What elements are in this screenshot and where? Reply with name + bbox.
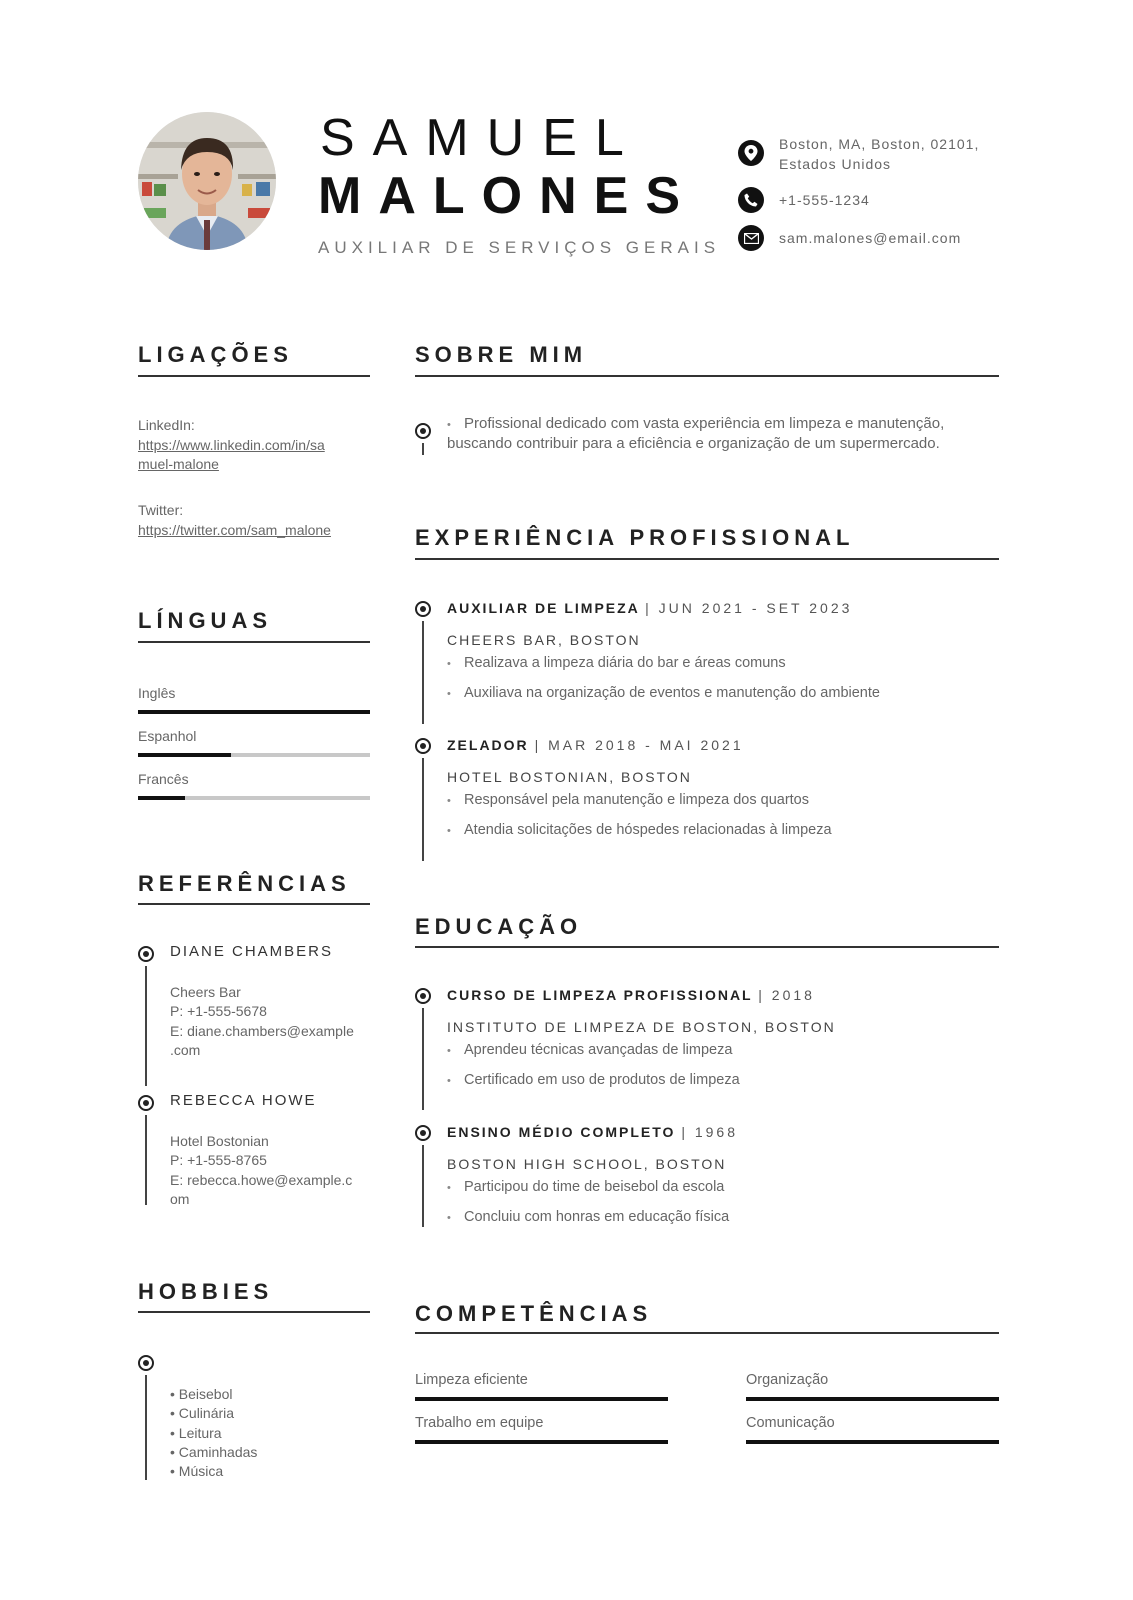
experience-divider	[415, 558, 999, 560]
references-section-title: REFERÊNCIAS	[138, 871, 351, 896]
timeline-dot	[415, 601, 431, 617]
education-entry-date: | 1968	[681, 1124, 738, 1140]
skills-divider	[415, 1332, 999, 1334]
timeline-dot	[415, 423, 431, 439]
job-entry-company: CHEERS BAR, BOSTON	[447, 632, 641, 648]
reference-detail: E: diane.chambers@example	[170, 1023, 354, 1039]
address-line-2: Estados Unidos	[779, 156, 892, 172]
about-text-line-2: buscando contribuir para a eficiência e organização de um supermercado.	[447, 435, 940, 452]
timeline-dot	[415, 1125, 431, 1141]
education-entry-institution: BOSTON HIGH SCHOOL, BOSTON	[447, 1156, 727, 1172]
education-entry-date: | 2018	[758, 987, 815, 1003]
reference-detail: om	[170, 1191, 190, 1207]
reference-detail: P: +1-555-8765	[170, 1152, 267, 1168]
job-entry-title: ZELADOR | MAR 2018 - MAI 2021	[447, 737, 744, 753]
timeline-line	[422, 758, 424, 861]
links-divider	[138, 375, 370, 377]
education-entry-institution: INSTITUTO DE LIMPEZA DE BOSTON, BOSTON	[447, 1019, 836, 1035]
education-section-title: EDUCAÇÃO	[415, 914, 583, 939]
skill-label: Trabalho em equipe	[415, 1415, 544, 1431]
job-title: AUXILIAR DE SERVIÇOS GERAIS	[318, 238, 721, 257]
last-name: MALONES	[318, 167, 697, 225]
hobbies-section-title: HOBBIES	[138, 1279, 274, 1304]
job-entry-date: | MAR 2018 - MAI 2021	[534, 737, 744, 753]
job-entry-date: | JUN 2021 - SET 2023	[645, 600, 853, 616]
experience-section-title: EXPERIÊNCIA PROFISSIONAL	[415, 525, 855, 550]
job-entry-title: AUXILIAR DE LIMPEZA | JUN 2021 - SET 2023	[447, 600, 853, 616]
profile-photo	[138, 112, 276, 250]
languages-section-title: LÍNGUAS	[138, 608, 272, 633]
education-entry-title: CURSO DE LIMPEZA PROFISSIONAL | 2018	[447, 987, 815, 1003]
reference-name: REBECCA HOWE	[170, 1092, 317, 1109]
education-entry-title: ENSINO MÉDIO COMPLETO | 1968	[447, 1124, 738, 1140]
timeline-line	[145, 1115, 147, 1205]
education-entry-bullet: • Aprendeu técnicas avançadas de limpeza	[447, 1042, 732, 1058]
timeline-dot	[138, 1355, 154, 1371]
reference-detail: Hotel Bostonian	[170, 1133, 269, 1149]
hobby-item: • Caminhadas	[170, 1444, 258, 1460]
hobbies-divider	[138, 1311, 370, 1313]
education-entry-bullet: • Participou do time de beisebol da escola	[447, 1179, 724, 1195]
references-divider	[138, 903, 370, 905]
timeline-line	[422, 621, 424, 724]
first-name: SAMUEL	[320, 109, 642, 167]
phone-number: +1-555-1234	[779, 192, 870, 208]
education-entry-bullet: • Concluiu com honras em educação física	[447, 1209, 729, 1225]
hobby-item: • Música	[170, 1463, 224, 1479]
language-level-fill	[138, 796, 185, 800]
reference-name: DIANE CHAMBERS	[170, 943, 334, 960]
timeline-dot	[138, 946, 154, 962]
about-divider	[415, 375, 999, 377]
skill-level-bar	[415, 1440, 668, 1444]
job-entry-bullet: • Responsável pela manutenção e limpeza dos quartos	[447, 792, 809, 808]
timeline-line	[145, 1375, 147, 1480]
email-icon	[738, 225, 764, 251]
job-entry-company: HOTEL BOSTONIAN, BOSTON	[447, 769, 692, 785]
about-text-line-1: • Profissional dedicado com vasta experiência em limpeza e manutenção,	[447, 415, 944, 432]
languages-divider	[138, 641, 370, 643]
education-divider	[415, 946, 999, 948]
job-entry-bullet: • Auxiliava na organização de eventos e manutenção do ambiente	[447, 685, 880, 701]
timeline-dot	[415, 738, 431, 754]
address-line-1: Boston, MA, Boston, 02101,	[779, 136, 980, 152]
email-address: sam.malones@email.com	[779, 230, 962, 246]
skill-level-bar	[746, 1397, 999, 1401]
language-name: Inglês	[138, 685, 176, 701]
hobby-item: • Leitura	[170, 1425, 222, 1441]
education-entry-bullet: • Certificado em uso de produtos de limpeza	[447, 1072, 740, 1088]
skills-section-title: COMPETÊNCIAS	[415, 1301, 653, 1326]
skill-label: Comunicação	[746, 1415, 835, 1431]
about-section-title: SOBRE MIM	[415, 342, 588, 367]
linkedin-label: LinkedIn:	[138, 417, 195, 433]
language-name: Francês	[138, 771, 189, 787]
language-name: Espanhol	[138, 728, 197, 744]
reference-detail: P: +1-555-5678	[170, 1003, 267, 1019]
job-entry-bullet: • Realizava a limpeza diária do bar e áreas comuns	[447, 655, 786, 671]
skill-label: Organização	[746, 1372, 829, 1388]
timeline-line	[422, 443, 424, 455]
twitter-label: Twitter:	[138, 502, 184, 518]
links-section-title: LIGAÇÕES	[138, 342, 293, 367]
reference-detail: .com	[170, 1042, 201, 1058]
reference-detail: Cheers Bar	[170, 984, 241, 1000]
linkedin-link-line-2[interactable]: muel-malone	[138, 456, 219, 472]
skill-level-bar	[746, 1440, 999, 1444]
timeline-dot	[415, 988, 431, 1004]
skill-label: Limpeza eficiente	[415, 1372, 528, 1388]
location-pin-icon	[738, 140, 764, 166]
timeline-line	[422, 1008, 424, 1110]
timeline-line	[422, 1145, 424, 1227]
twitter-link[interactable]: https://twitter.com/sam_malone	[138, 522, 331, 538]
skill-level-bar	[415, 1397, 668, 1401]
job-entry-bullet: • Atendia solicitações de hóspedes relacionadas à limpeza	[447, 822, 832, 838]
timeline-dot	[138, 1095, 154, 1111]
language-level-fill	[138, 710, 370, 714]
timeline-line	[145, 966, 147, 1086]
language-level-fill	[138, 753, 231, 757]
phone-icon	[738, 187, 764, 213]
reference-detail: E: rebecca.howe@example.c	[170, 1172, 353, 1188]
hobby-item: • Beisebol	[170, 1386, 233, 1402]
linkedin-link-line-1[interactable]: https://www.linkedin.com/in/sa	[138, 437, 325, 453]
hobby-item: • Culinária	[170, 1405, 235, 1421]
